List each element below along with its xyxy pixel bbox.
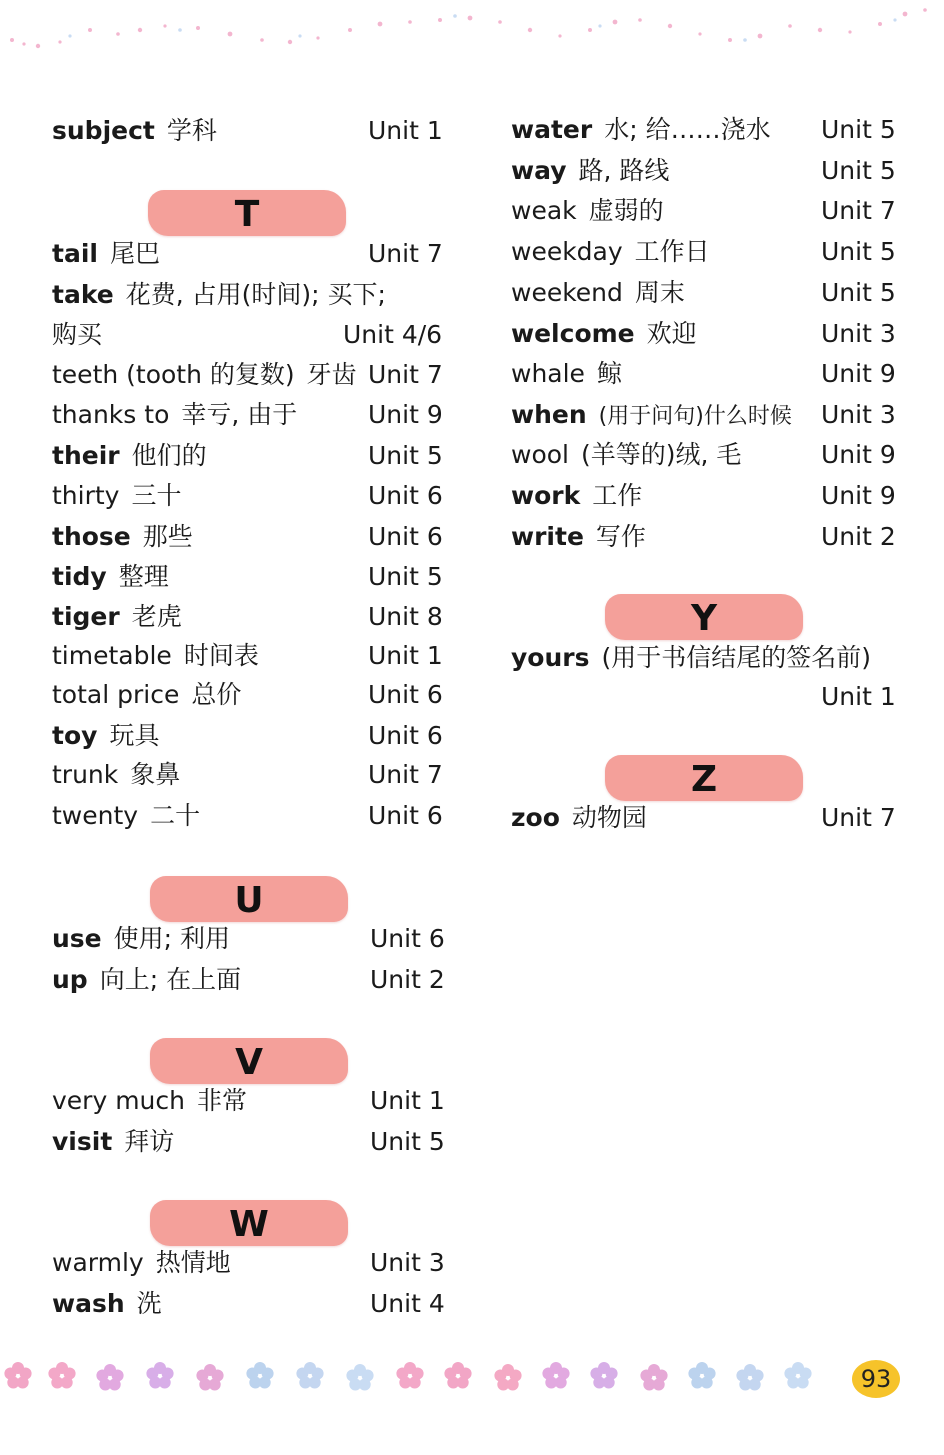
entry-meaning: 虚弱的 (588, 196, 664, 225)
entry-word: their (52, 441, 120, 470)
entry-twenty (52, 798, 200, 834)
entry-unit: Unit 6 (368, 522, 443, 551)
entry-unit: Unit 5 (368, 562, 443, 591)
entry-meaning: 玩具 (109, 721, 160, 750)
entry-use (52, 921, 230, 957)
entry-when (511, 397, 792, 433)
entry-word: tiger (52, 602, 120, 631)
entry-unit: Unit 6 (368, 801, 443, 830)
section-letter: T (234, 194, 260, 235)
entry-meaning: 学科 (166, 116, 217, 145)
entry-word: those (52, 522, 131, 551)
entry-way (511, 153, 669, 189)
entry-word: way (511, 156, 567, 185)
section-letter: V (235, 1042, 263, 1083)
entry-meaning: 整理 (118, 562, 169, 591)
entry-tiger (52, 599, 182, 635)
entry-word: take (52, 280, 114, 309)
entry-meaning: 洗 (136, 1289, 162, 1318)
entry-word: thirty (52, 481, 120, 510)
entry-unit: Unit 2 (821, 522, 896, 551)
entry-word: twenty (52, 801, 139, 830)
entry-word: water (511, 115, 593, 144)
entry-meaning: 鲸 (596, 359, 622, 388)
entry-meaning: 使用; 利用 (113, 924, 231, 953)
entry-meaning: 拜访 (124, 1127, 175, 1156)
entry-unit: Unit 7 (368, 760, 443, 789)
entry-meaning: 时间表 (183, 641, 259, 670)
entry-meaning: 牙齿 (306, 360, 357, 389)
entry-meaning: 路, 路线 (578, 156, 670, 185)
entry-unit: Unit 4 (370, 1289, 445, 1318)
entry-work (511, 478, 642, 514)
entry-unit: Unit 6 (368, 481, 443, 510)
entry-meaning: 非常 (196, 1086, 247, 1115)
entry-unit: Unit 6 (370, 924, 445, 953)
entry-meaning: 热情地 (155, 1248, 231, 1277)
entry-toy (52, 718, 159, 754)
entry-unit: Unit 5 (821, 115, 896, 144)
entry-word: toy (52, 721, 98, 750)
entry-yours (511, 640, 871, 676)
entry-unit: Unit 3 (370, 1248, 445, 1277)
entry-word: subject (52, 116, 155, 145)
entry-word: very much (52, 1086, 185, 1115)
entry-meaning: 动物园 (571, 803, 647, 832)
entry-word: trunk (52, 760, 119, 789)
entry-meaning: 总价 (191, 680, 242, 709)
entry-timetable (52, 638, 259, 674)
flower-row-icon (0, 1352, 944, 1412)
entry-meaning: 尾巴 (109, 239, 160, 268)
entry-total-price (52, 677, 241, 713)
entry-meaning: 写作 (595, 522, 646, 551)
entry-word: weekday (511, 237, 623, 266)
entry-word: write (511, 522, 584, 551)
entry-weekend (511, 275, 685, 311)
entry-unit: Unit 5 (821, 237, 896, 266)
section-letter: Y (690, 598, 718, 639)
entry-write (511, 519, 646, 555)
entry-word: weak (511, 196, 577, 225)
entry-word: teeth (tooth 的复数) (52, 360, 295, 389)
entry-meaning: 象鼻 (130, 760, 181, 789)
entry-weekday (511, 234, 710, 270)
entry-word: warmly (52, 1248, 144, 1277)
entry-meaning: 三十 (131, 481, 182, 510)
entry-word: zoo (511, 803, 560, 832)
entry-word: work (511, 481, 581, 510)
entry-word: whale (511, 359, 585, 388)
entry-whale (511, 356, 622, 392)
entry-unit: Unit 5 (368, 441, 443, 470)
entry-take (52, 277, 386, 313)
entry-word: wool (511, 440, 569, 469)
entry-word: thanks to (52, 400, 170, 429)
entry-word: yours (511, 643, 590, 672)
entry-word: welcome (511, 319, 635, 348)
entry-word: use (52, 924, 102, 953)
entry-thirty (52, 478, 181, 514)
section-banner-t (148, 190, 346, 236)
entry-unit: Unit 2 (370, 965, 445, 994)
entry-very-much (52, 1083, 247, 1119)
entry-unit: Unit 5 (821, 156, 896, 185)
entry-unit: Unit 9 (821, 481, 896, 510)
entry-meaning: 工作日 (634, 237, 710, 266)
entry-unit: Unit 6 (368, 680, 443, 709)
entry-meaning: 周末 (634, 278, 685, 307)
entry-word: when (511, 400, 587, 429)
entry-meaning: 工作 (592, 481, 643, 510)
dotted-wave-border-icon (0, 0, 944, 60)
entry-unit: Unit 4/6 (343, 320, 443, 349)
entry-subject (52, 113, 217, 149)
entry-meaning: 他们的 (131, 441, 207, 470)
section-letter: Z (690, 759, 718, 800)
section-banner-v (150, 1038, 348, 1084)
entry-meaning: 幸亏, 由于 (181, 400, 298, 429)
entry-warmly (52, 1245, 231, 1281)
entry-up (52, 962, 241, 998)
entry-meaning: (用于问句)什么时候 (598, 404, 792, 429)
entry-take-continued (52, 317, 102, 353)
entry-meaning: (用于书信结尾的签名前) (601, 643, 871, 672)
entry-word: timetable (52, 641, 172, 670)
entry-word: weekend (511, 278, 623, 307)
entry-thanks-to (52, 397, 297, 433)
page-number: 93 (852, 1360, 900, 1398)
entry-unit: Unit 1 (368, 116, 443, 145)
section-banner-u (150, 876, 348, 922)
entry-unit: Unit 9 (821, 440, 896, 469)
entry-wash (52, 1286, 162, 1322)
entry-meaning: 老虎 (131, 602, 182, 631)
entry-tidy (52, 559, 169, 595)
entry-meaning: 向上; 在上面 (99, 965, 242, 994)
entry-unit: Unit 9 (821, 359, 896, 388)
entry-word: tail (52, 239, 98, 268)
entry-water (511, 112, 771, 148)
entry-trunk (52, 757, 180, 793)
entry-meaning: 二十 (150, 801, 201, 830)
entry-meaning: 欢迎 (646, 319, 697, 348)
entry-meaning: 那些 (142, 522, 193, 551)
section-banner-y (605, 594, 803, 640)
entry-meaning: 花费, 占用(时间); 买下; (125, 280, 386, 309)
section-banner-w (150, 1200, 348, 1246)
entry-visit (52, 1124, 174, 1160)
entry-unit: Unit 7 (821, 803, 896, 832)
section-letter: U (234, 880, 264, 921)
section-banner-z (605, 755, 803, 801)
entry-unit: Unit 8 (368, 602, 443, 631)
entry-unit: Unit 7 (368, 239, 443, 268)
entry-weak (511, 193, 664, 229)
entry-word: wash (52, 1289, 125, 1318)
entry-those (52, 519, 193, 555)
entry-unit: Unit 6 (368, 721, 443, 750)
entry-meaning: 购买 (52, 320, 103, 349)
entry-unit: Unit 1 (368, 641, 443, 670)
entry-word: visit (52, 1127, 113, 1156)
entry-welcome (511, 316, 697, 352)
entry-word: tidy (52, 562, 107, 591)
entry-unit: Unit 1 (821, 682, 896, 711)
entry-unit: Unit 3 (821, 400, 896, 429)
entry-unit: Unit 5 (821, 278, 896, 307)
entry-unit: Unit 7 (821, 196, 896, 225)
entry-meaning: (羊等的)绒, 毛 (580, 440, 742, 469)
section-letter: W (229, 1204, 269, 1245)
entry-unit: Unit 9 (368, 400, 443, 429)
entry-unit: Unit 7 (368, 360, 443, 389)
entry-teeth (52, 357, 357, 393)
entry-word: total price (52, 680, 180, 709)
entry-zoo (511, 800, 647, 836)
entry-meaning: 水; 给……浇水 (604, 115, 771, 144)
entry-wool (511, 437, 741, 473)
entry-unit: Unit 3 (821, 319, 896, 348)
entry-tail (52, 236, 160, 272)
entry-unit: Unit 5 (370, 1127, 445, 1156)
entry-their (52, 438, 207, 474)
entry-word: up (52, 965, 88, 994)
entry-unit: Unit 1 (370, 1086, 445, 1115)
